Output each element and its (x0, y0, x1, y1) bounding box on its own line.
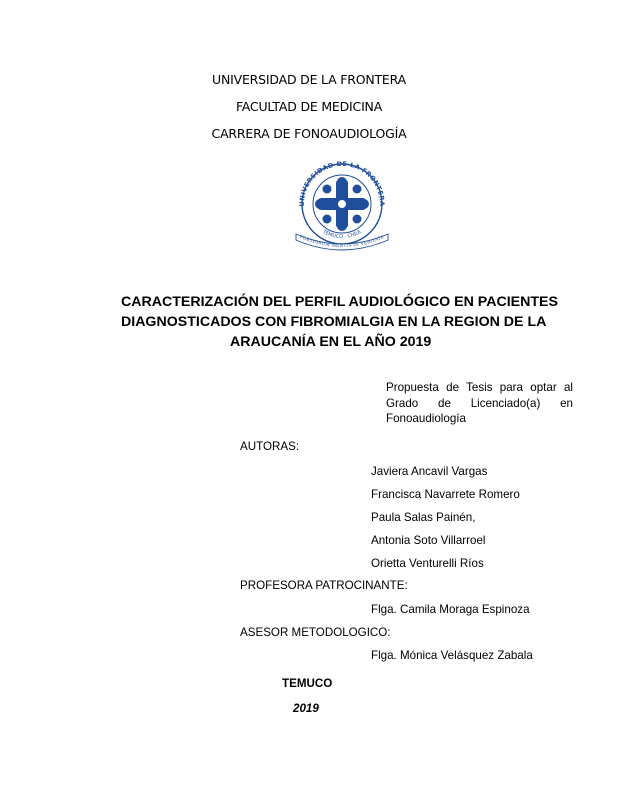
thesis-title-line-3: ARAUCANÍA EN EL AÑO 2019 (230, 334, 432, 350)
svg-text:TEMUCO · CHILE: TEMUCO · CHILE (321, 228, 363, 241)
author-name: Antonia Soto Villarroel (371, 534, 486, 547)
university-name: UNIVERSIDAD DE LA FRONTERA (212, 72, 406, 87)
university-crest-logo (292, 160, 392, 258)
thesis-proposal (386, 380, 573, 427)
crest-icon (292, 160, 392, 258)
authors-label: AUTORAS: (240, 440, 300, 453)
proposal-line-2: Grado de Licenciado(a) en (386, 396, 573, 410)
faculty-name: FACULTAD DE MEDICINA (235, 99, 383, 114)
thesis-title-line-2: DIAGNOSTICADOS CON FIBROMIALGIA EN LA REGION DE LA (121, 314, 547, 330)
advisor-name: Flga. Mónica Velásquez Zabala (371, 649, 533, 662)
advisor-label: ASESOR METODOLOGICO: (240, 626, 391, 639)
svg-text:UNIVERSIDAD DE LA FRONTERA: UNIVERSIDAD DE LA FRONTERA (297, 160, 387, 207)
author-name: Javiera Ancavil Vargas (371, 465, 488, 478)
author-name: Paula Salas Painén, (371, 511, 476, 524)
thesis-title-line-1: CARACTERIZACIÓN DEL PERFIL AUDIOLÓGICO EN PACIENTES (121, 294, 558, 310)
year: 2019 (293, 702, 319, 715)
sponsor-name: Flga. Camila Moraga Espinoza (371, 603, 530, 616)
career-name: CARRERA DE FONOAUDIOLOGÍA (211, 126, 407, 141)
city: TEMUCO (282, 677, 333, 690)
sponsor-label: PROFESORA PATROCINANTE: (240, 579, 408, 592)
author-name: Orietta Venturelli Ríos (371, 557, 484, 570)
svg-text:FORTIORUM MENTIS IN VERITATE: FORTIORUM MENTIS IN VERITATE (298, 235, 386, 250)
proposal-line-1: Propuesta de Tesis para optar al (386, 381, 573, 394)
proposal-line-3: Fonoaudiología (386, 412, 466, 425)
author-name: Francisca Navarrete Romero (371, 488, 520, 501)
